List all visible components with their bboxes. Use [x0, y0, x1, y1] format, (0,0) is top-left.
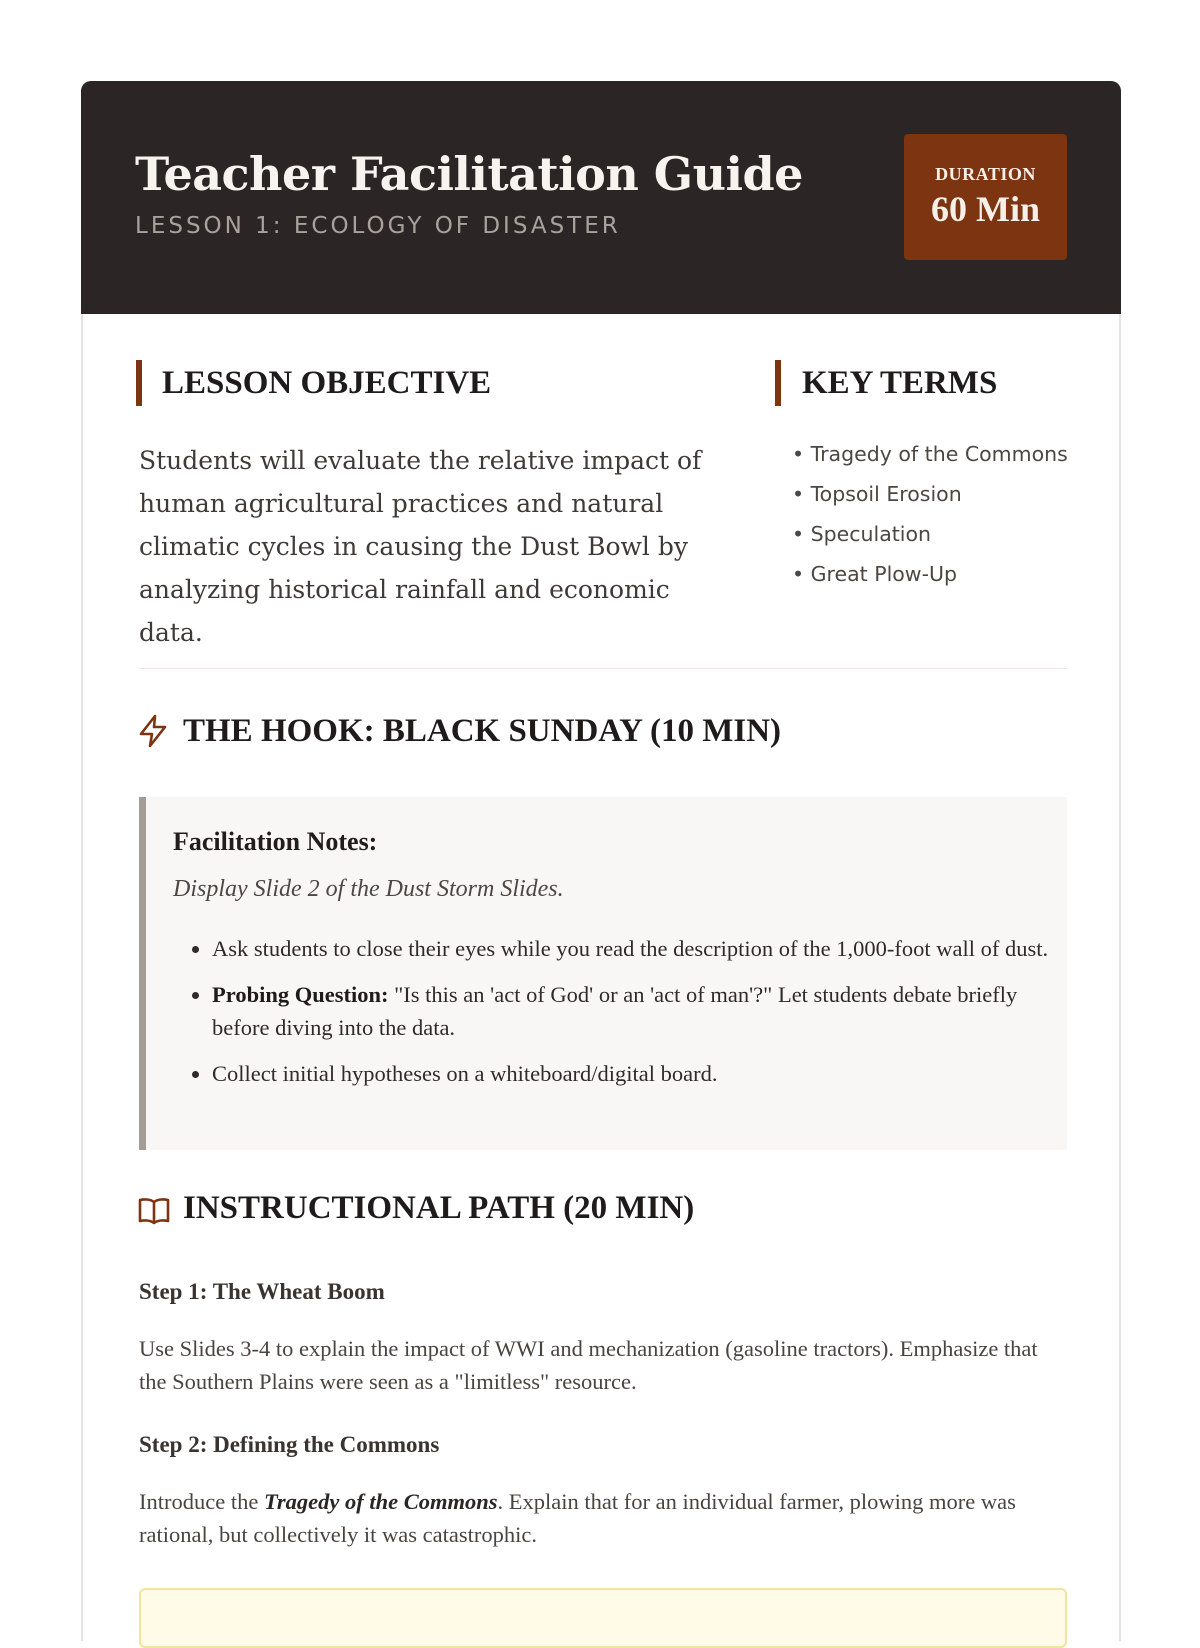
duration-label: DURATION: [935, 164, 1036, 184]
probing-question-label: Probing Question:: [212, 982, 389, 1007]
step-2-title: Step 2: Defining the Commons: [139, 1432, 440, 1457]
step-1-title: Step 1: The Wheat Boom: [139, 1279, 385, 1304]
objective-text: Students will evaluate the relative impact of human agricultural practices and natural climatic cycles in causing the Dust Bowl by analyzing historical rainfall and economic data.: [139, 446, 702, 647]
bullet-text: "Is this an 'act of God' or an 'act of man'?" Let students debate briefly before diving into the data.: [212, 982, 1018, 1040]
facilitation-notes: [139, 797, 1067, 1150]
lightning-icon: [137, 714, 169, 752]
key-term-item: • Speculation: [792, 520, 1092, 560]
notes-title: Facilitation Notes:: [173, 827, 378, 856]
step-2-text-post: . Explain that for an individual farmer, plowing more was rational, but collectively it was catastrophic.: [139, 1489, 1016, 1547]
objective-heading: LESSON OBJECTIVE: [162, 365, 492, 401]
bullet-text: Ask students to close their eyes while you read the description of the 1,000-foot wall of dust.: [212, 936, 1049, 961]
step-2-term: Tragedy of the Commons: [263, 1489, 498, 1514]
objective-accent-bar: [136, 360, 142, 406]
duration-badge: [904, 134, 1067, 260]
guide-card: [81, 81, 1121, 1641]
key-term-item: • Topsoil Erosion: [792, 480, 1092, 520]
lesson-subtitle: LESSON 1: ECOLOGY OF DISASTER: [135, 213, 621, 239]
book-icon: [137, 1196, 171, 1230]
duration-value: 60 Min: [930, 189, 1040, 229]
step-1-text: Use Slides 3-4 to explain the impact of WWI and mechanization (gasoline tractors). Emphasize that the Southern Plains were seen as a "limitless" resource.: [139, 1336, 1038, 1394]
key-term-item: • Tragedy of the Commons: [792, 440, 1092, 480]
step-2-text: [139, 1485, 1069, 1551]
bullet-text: Collect initial hypotheses on a whiteboard/digital board.: [212, 1061, 718, 1086]
notes-list: [173, 932, 1072, 1103]
key-terms-accent-bar: [775, 360, 781, 406]
notes-instruction: Display Slide 2 of the Dust Storm Slides.: [173, 876, 564, 902]
key-terms-list: [792, 440, 1092, 600]
page-title: Teacher Facilitation Guide: [135, 147, 803, 201]
hook-heading: THE HOOK: BLACK SUNDAY (10 MIN): [183, 713, 782, 749]
step-2-text-pre: Introduce the: [139, 1489, 264, 1514]
callout-box: [139, 1588, 1067, 1648]
path-heading: INSTRUCTIONAL PATH (20 MIN): [183, 1190, 695, 1226]
list-item: [212, 978, 1072, 1044]
key-terms-heading: KEY TERMS: [802, 365, 998, 401]
key-term-item: • Great Plow-Up: [792, 560, 1092, 600]
guide-header: [81, 81, 1121, 314]
list-item: [212, 1057, 1072, 1090]
list-item: [212, 932, 1072, 965]
section-divider: [139, 668, 1067, 669]
